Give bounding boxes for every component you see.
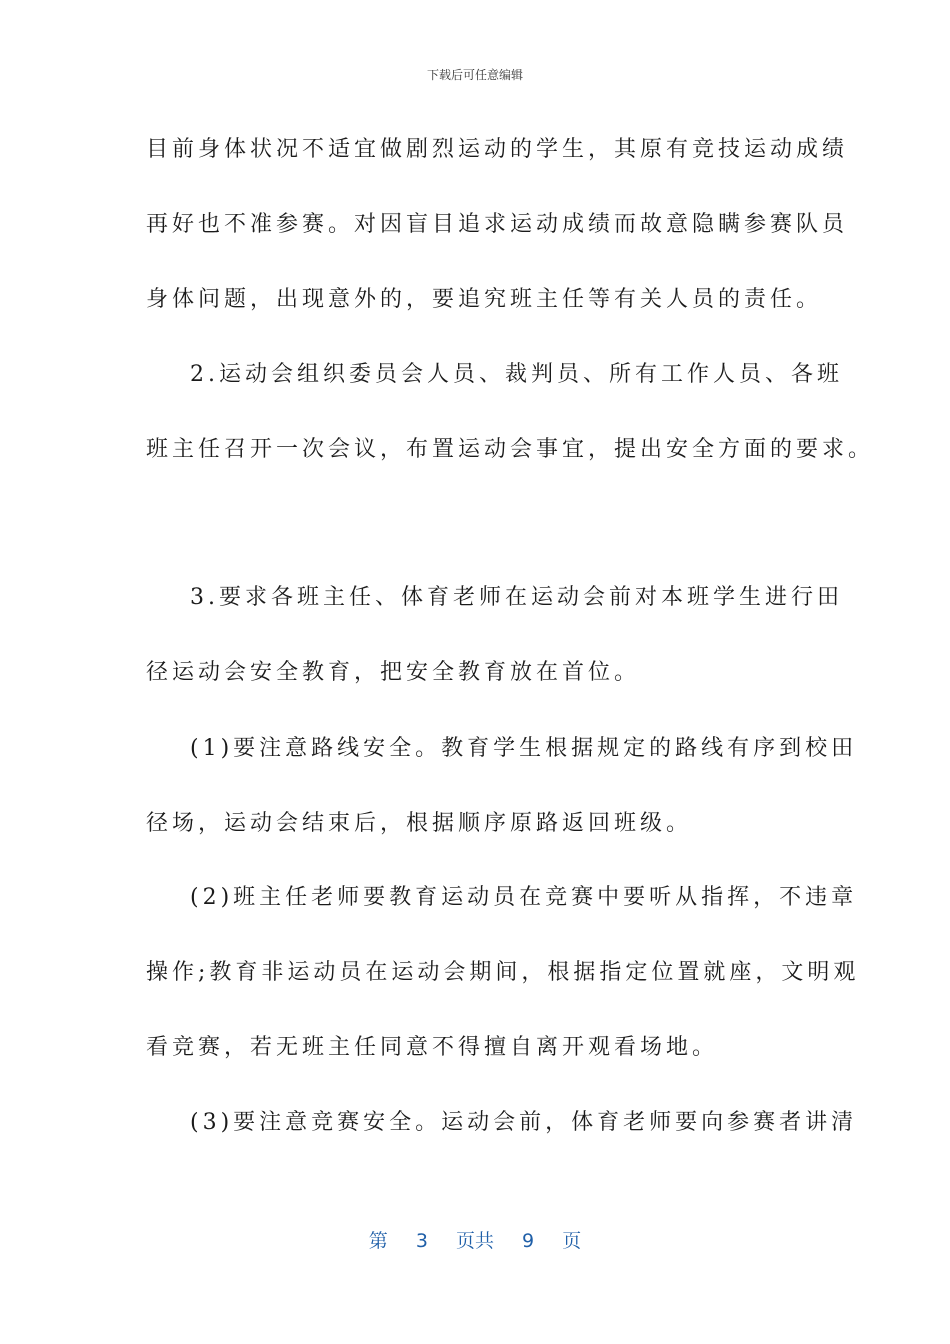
- body-line: 再好也不准参赛。对因盲目追求运动成绩而故意隐瞒参赛队员: [146, 212, 849, 237]
- page-header: 下载后可任意编辑: [426, 68, 523, 82]
- footer-page-number: 3: [415, 1230, 428, 1252]
- body-line: 目前身体状况不适宜做剧烈运动的学生，其原有竞技运动成绩: [146, 137, 849, 162]
- page-footer: [0, 1226, 950, 1253]
- footer-middle: 页共: [455, 1230, 494, 1252]
- body-line: 3.要求各班主任、体育老师在运动会前对本班学生进行田: [190, 585, 843, 610]
- footer-prefix: 第: [368, 1230, 388, 1252]
- body-line: (1)要注意路线安全。教育学生根据规定的路线有序到校田: [190, 736, 858, 761]
- body-line: (3)要注意竞赛安全。运动会前，体育老师要向参赛者讲清: [190, 1110, 858, 1135]
- body-line: 径场，运动会结束后，根据顺序原路返回班级。: [146, 811, 693, 836]
- footer-suffix: 页: [562, 1230, 582, 1252]
- body-line: 操作;教育非运动员在运动会期间，根据指定位置就座，文明观: [146, 960, 860, 985]
- body-line: 径运动会安全教育，把安全教育放在首位。: [146, 660, 641, 685]
- body-line: (2)班主任老师要教育运动员在竞赛中要听从指挥，不违章: [190, 885, 858, 910]
- body-line: 身体问题，出现意外的，要追究班主任等有关人员的责任。: [146, 287, 823, 312]
- footer-total-pages: 9: [522, 1230, 535, 1252]
- body-line: 2.运动会组织委员会人员、裁判员、所有工作人员、各班: [190, 362, 843, 387]
- body-line: 看竞赛，若无班主任同意不得擅自离开观看场地。: [146, 1035, 719, 1060]
- body-line: 班主任召开一次会议，布置运动会事宜，提出安全方面的要求。: [146, 437, 875, 462]
